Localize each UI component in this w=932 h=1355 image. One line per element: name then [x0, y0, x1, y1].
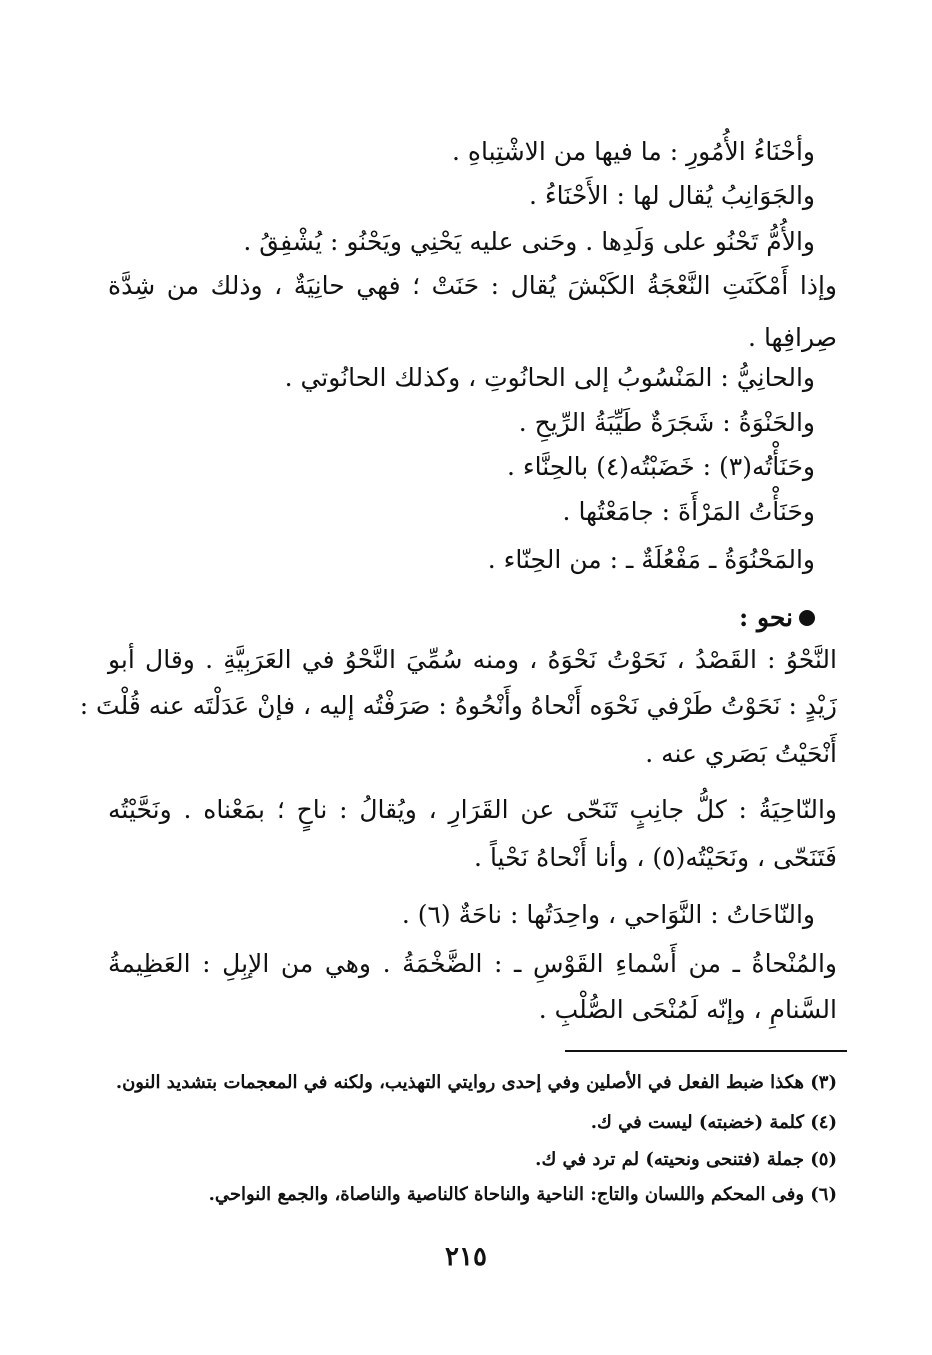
text-line: والجَوَانِبُ يُقال لها : الأَحْنَاءُ . — [529, 181, 815, 210]
text-line: والحانِيُّ : المَنْسُوبُ إلى الحانُوتِ ، وكذلك الحانُوتي . — [284, 363, 815, 392]
footnote: (٣) هكذا ضبط الفعل في الأصلين وفي إحدى روايتي التهذيب، ولكنه في المعجمات بتشديد النون. — [115, 1072, 837, 1093]
text-line: والأُمُّ تَحْنُو على وَلَدِها . وحَنى عليه يَحْنِي ويَحْنُو : يُشْفِقُ . — [243, 227, 815, 256]
text-line: والنّاحِيَةُ : كلُّ جانِبٍ تَنَحّى عن القَرَارِ ، ويُقالُ : ناحٍ ؛ بمَعْناه . ونَحَّيْتُه — [108, 795, 837, 824]
text-line: فَتَنَحّى ، ونَحَيْتُه(٥) ، وأنا أَنْحاهُ نَحْياً . — [474, 843, 837, 872]
footnote: (٦) وفى المحكم واللسان والتاج: الناحية والناحاة كالناصية والناصاة، والجمع النواحي. — [208, 1184, 837, 1205]
text-line: وإذا أَمْكَنَتِ النَّعْجَةُ الكَبْشَ يُقال : حَنَتْ ؛ فهي حانِيَةٌ ، وذلك من شِدَّة — [108, 271, 837, 300]
footnote-divider — [565, 1050, 847, 1052]
page-number: ٢١٥ — [445, 1242, 487, 1272]
bullet-icon — [799, 610, 815, 626]
footnote: (٤) كلمة (خضبته) ليست في ك. — [590, 1112, 837, 1133]
section-heading-text: نحو : — [739, 603, 793, 632]
text-line: زَيْدٍ : نَحَوْتُ طَرْفي نَحْوَه أَنْحاهُ وأَنْحُوهُ : صَرَفْتُه إليه ، فإنْ عَدَلْتَه عنه قُلْتَ : — [79, 691, 837, 720]
text-line: والمَحْنُوَةُ ـ مَفْعُلَةٌ ـ : من الحِنّاء . — [487, 545, 815, 574]
text-line: والمُنْحاةُ ـ من أَسْماءِ القَوْسِ ـ : الضَّخْمَةُ . وهي من الإبِلِ : العَظِيمةُ — [108, 949, 837, 978]
footnote: (٥) جملة (فتنحى ونحيته) لم ترد في ك. — [535, 1149, 837, 1170]
section-heading — [739, 598, 815, 638]
text-line: صِرافِها . — [748, 323, 837, 352]
text-line: والنّاحَاتُ : النَّوَاحي ، واحِدَتُها : ناحَةٌ (٦) . — [401, 900, 815, 929]
text-line: وأحْنَاءُ الأُمُورِ : ما فيها من الاشْتِباهِ . — [452, 137, 815, 166]
text-line: السَّنامِ ، وإنّه لَمُنْحَى الصُّلْبِ . — [538, 995, 837, 1024]
text-line: وحَنَأْتُه(٣) : خَضَبْتُه(٤) بالحِنَّاء . — [507, 452, 815, 481]
text-line: أَنْحَيْتُ بَصَري عنه . — [645, 739, 837, 768]
text-line: والحَنْوَةُ : شَجَرَةٌ طَيِّبَةُ الرِّيحِ . — [518, 408, 815, 437]
text-line: وحَنَأْتُ المَرْأَةَ : جامَعْتُها . — [562, 497, 815, 526]
text-line: النَّحْوُ : القَصْدُ ، نَحَوْتُ نَحْوَهُ ، ومنه سُمِّيَ النَّحْوُ في العَرَبِيَّةِ . وقال أبو — [108, 645, 837, 674]
